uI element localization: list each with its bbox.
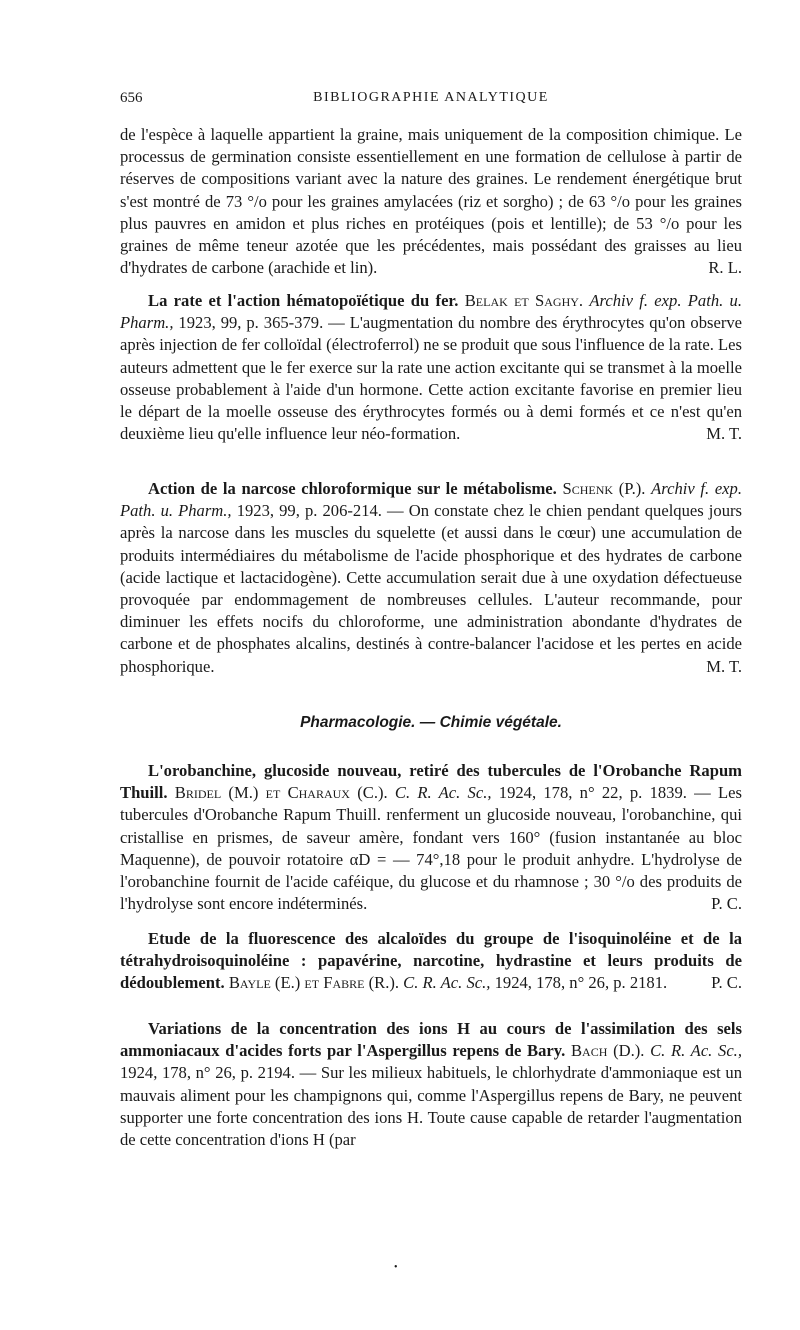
footer-mark: • — [394, 1262, 398, 1273]
article-authors: Bach (D.). — [570, 1041, 645, 1061]
article-body: On constate chez le chien pendant quelques jours après la narcose dans les muscles du squelette (et aussi dans le cœur) une accumulation de produits intermédiaires du métabolisme de l'acide phosphorique et des hydrates de carbone (acide lactique et lactacidogène). Cette accumulation serait due à une oxydation défectueuse provoquée par endommagement de nombreuses cellules. L'auteur recommande, pour diminuer les effets nocifs du chloroforme, une administration abondante d'hydrates de carbone et de phosphates alcalins, destinés à contre-balancer l'acidose et les pertes en acide phosphorique. — [120, 501, 742, 676]
article-title: L'orobanchine, glucoside nouveau, retiré des tubercules de l'Orobanche Rapum Thuill. — [120, 761, 742, 803]
section-heading: Pharmacologie. — Chimie végétale. — [300, 714, 562, 731]
article-narcose — [120, 478, 742, 678]
article-citation: 1924, 178, n° 22, p. 1839. — — [498, 783, 711, 803]
article-journal: Archiv f. exp. Path. u. Pharm., — [120, 479, 742, 521]
article-body: L'augmentation du nombre des érythrocytes qu'on observe après injection de fer colloïdal (électroferrol) ne se produit que sous l'influence de la rate. Les auteurs admettent que le fer exerce sur la rate une action excitante qui se transmet à la moelle osseuse probablement à l'aide d'un hormone. Cette action excitante favorise en premier lieu le départ de la moelle osseuse des érythrocytes formés ou à demi formés et ce n'est qu'en deuxième lieu qu'elle influence leur néo-formation. — [120, 313, 743, 444]
article-journal: Archiv f. exp. Path. u. Pharm., — [120, 291, 742, 333]
article-fluorescence — [120, 928, 742, 995]
article-title: Variations de la concentration des ions H au cours de l'assimilation des sels ammoniacaux d'acides forts par l'Aspergillus repens de Bary. — [120, 1019, 742, 1061]
article-signature: P. C. — [711, 973, 742, 993]
abstract-signature: R. L. — [708, 258, 742, 278]
article-journal: C. R. Ac. Sc., — [403, 973, 491, 993]
article-authors: Bridel (M.) et Charaux (C.). — [174, 783, 388, 803]
article-signature: P. C. — [711, 894, 742, 914]
abstract-text: de l'espèce à laquelle appartient la graine, mais uniquement de la composition chimique. Le processus de germination consiste essentiellement en une formation de cellulose à partir de réserves de compositions variant avec la nature des graines. Le rendement énergétique brut s'est montré de 73 °/o pour les graines amylacées (riz et sorgho) ; de 63 °/o pour les graines plus pauvres en amidon et plus riches en protéiques (pois et lentille); de 53 °/o pour les graines de même teneur azotée que les précédentes, mais possédant des graisses au lieu d'hydrates de carbone (arachide et lin). — [120, 125, 742, 278]
article-authors: Schenk (P.). — [562, 479, 646, 498]
section-heading-wrap — [120, 712, 742, 734]
page-number: 656 — [120, 90, 143, 106]
article-rate-fer — [120, 290, 742, 445]
article-title: Etude de la fluorescence des alcaloïdes du groupe de l'isoquinoléine et de la tétrahydroisoquinoléine : papavérine, narcotine, hydrastine et leurs produits de dédoublement. — [120, 929, 742, 993]
article-body: Sur les milieux habituels, le chlorhydrate d'ammoniaque est un mauvais aliment pour les champignons qui, comme l'Aspergillus repens de Bary, ne peuvent supporter une forte concentration des ions H. Toute cause capable de retarder l'augmentation de cette concentration d'ions H (par — [120, 1063, 742, 1150]
article-ions-h — [120, 1018, 742, 1151]
page-header — [120, 90, 742, 112]
article-journal: C. R. Ac. Sc., — [394, 783, 492, 803]
article-journal: C. R. Ac. Sc., — [650, 1041, 742, 1061]
article-citation: 1923, 99, p. 206-214. — — [236, 501, 404, 521]
article-signature: M. T. — [706, 424, 742, 444]
article-citation: 1924, 178, n° 26, p. 2181. — [494, 973, 668, 993]
article-body: Les tubercules d'Orobanche Rapum Thuill. renferment un glucoside nouveau, l'orobanchine, qui cristallise en prismes, de saveur amère, fondant vers 160° (fusion instantanée au bloc Maquenne), de pouvoir rotatoire αD = — 74°,18 pour le produit anhydre. L'hydrolyse de l'orobanchine fournit de l'acide caféique, du glucose et du rhamnose ; 30 °/o des produits de l'hydrolyse sont encore indéterminés. — [120, 783, 742, 914]
article-citation: 1924, 178, n° 26, p. 2194. — — [120, 1063, 317, 1083]
article-citation: 1923, 99, p. 365-379. — — [178, 313, 345, 333]
continued-abstract — [120, 124, 742, 279]
article-authors: Bayle (E.) et Fabre (R.). — [228, 973, 400, 993]
running-title: BIBLIOGRAPHIE ANALYTIQUE — [313, 90, 549, 105]
article-orobanchine — [120, 760, 742, 915]
article-authors: Belak et Saghy. — [464, 291, 584, 310]
article-signature: M. T. — [706, 656, 742, 676]
article-title: Action de la narcose chloroformique sur le métabolisme. — [148, 479, 557, 498]
article-title: La rate et l'action hématopoïétique du fer. — [148, 291, 459, 310]
